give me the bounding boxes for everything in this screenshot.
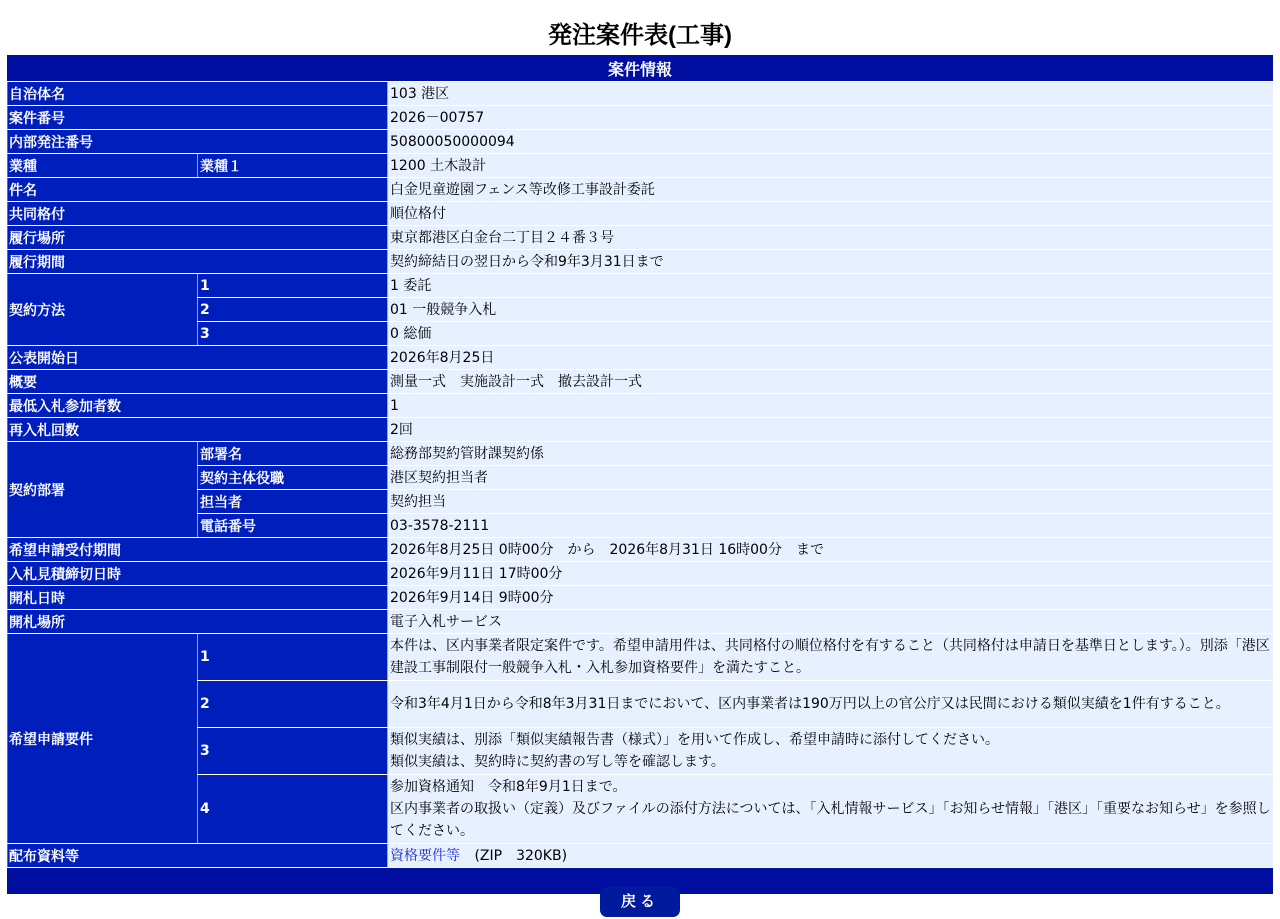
row-dept-2	[7, 466, 1273, 489]
label-dept: 契約部署	[7, 442, 197, 537]
row-publish-date	[7, 346, 1273, 369]
value-requirement-1: 本件は、区内事業者限定案件です。希望申請用件は、共同格付の順位格付を有すること（共同格付は申請日を基準日とします。）。別添「港区建設工事制限付一般競争入札・入札参加資格要件」を満たすこと。	[387, 634, 1273, 680]
row-application-period	[7, 538, 1273, 561]
label-rebid: 再入札回数	[7, 418, 387, 441]
row-contract-method-3	[7, 322, 1273, 345]
value-contract-method-3: 0 総価	[387, 322, 1273, 345]
back-button-container	[0, 887, 1280, 917]
sublabel-industry: 業種１	[197, 154, 387, 177]
value-requirement-2: 令和3年4月1日から令和8年3月31日までにおいて、区内事業者は190万円以上の官公庁又は民間における類似実績を1件有すること。	[387, 681, 1273, 727]
sublabel-dept-phone: 電話番号	[197, 514, 387, 537]
page-title: 発注案件表(工事)	[548, 22, 732, 49]
row-municipality	[7, 82, 1273, 105]
row-requirement-2	[7, 681, 1273, 727]
value-location: 東京都港区白金台二丁目２４番３号	[387, 226, 1273, 249]
row-documents	[7, 844, 1273, 867]
case-info-table	[7, 54, 1273, 895]
row-requirement-4	[7, 775, 1273, 843]
value-publish-date: 2026年8月25日	[387, 346, 1273, 369]
back-button[interactable]: 戻る	[600, 887, 680, 917]
sublabel-dept-person: 担当者	[197, 490, 387, 513]
label-opening-datetime: 開札日時	[7, 586, 387, 609]
documents-download-link[interactable]: 資格要件等	[390, 847, 460, 864]
sublabel-dept-name: 部署名	[197, 442, 387, 465]
row-period	[7, 250, 1273, 273]
value-contract-method-2: 01 一般競争入札	[387, 298, 1273, 321]
row-bid-deadline	[7, 562, 1273, 585]
row-summary	[7, 370, 1273, 393]
value-joint-rank: 順位格付	[387, 202, 1273, 225]
row-internal-no	[7, 130, 1273, 153]
row-dept-1	[7, 442, 1273, 465]
sublabel-contract-method-1: 1	[197, 274, 387, 297]
row-joint-rank	[7, 202, 1273, 225]
row-requirement-1	[7, 634, 1273, 680]
value-application-period: 2026年8月25日 0時00分 から 2026年8月31日 16時00分 まで	[387, 538, 1273, 561]
sublabel-contract-method-2: 2	[197, 298, 387, 321]
label-contract-method: 契約方法	[7, 274, 197, 345]
value-industry: 1200 土木設計	[387, 154, 1273, 177]
label-period: 履行期間	[7, 250, 387, 273]
label-documents: 配布資料等	[7, 844, 387, 867]
row-min-bidders	[7, 394, 1273, 417]
sublabel-requirement-2: 2	[197, 681, 387, 727]
row-dept-4	[7, 514, 1273, 537]
value-min-bidders: 1	[387, 394, 1273, 417]
label-bid-deadline: 入札見積締切日時	[7, 562, 387, 585]
label-application-period: 希望申請受付期間	[7, 538, 387, 561]
label-industry: 業種	[7, 154, 197, 177]
documents-file-info: (ZIP 320KB)	[474, 847, 568, 864]
row-rebid	[7, 418, 1273, 441]
value-opening-place: 電子入札サービス	[387, 610, 1273, 633]
row-dept-3	[7, 490, 1273, 513]
value-rebid: 2回	[387, 418, 1273, 441]
label-municipality: 自治体名	[7, 82, 387, 105]
sublabel-dept-role: 契約主体役職	[197, 466, 387, 489]
value-requirement-3-line2: 類似実績は、契約時に契約書の写し等を確認します。	[390, 754, 725, 770]
row-name	[7, 178, 1273, 201]
value-documents	[387, 844, 1273, 867]
sublabel-contract-method-3: 3	[197, 322, 387, 345]
value-dept-person: 契約担当	[387, 490, 1273, 513]
value-municipality: 103 港区	[387, 82, 1273, 105]
value-dept-role: 港区契約担当者	[387, 466, 1273, 489]
sublabel-requirement-3: 3	[197, 728, 387, 774]
label-location: 履行場所	[7, 226, 387, 249]
value-requirement-4	[387, 775, 1273, 843]
label-name: 件名	[7, 178, 387, 201]
section-header: 案件情報	[7, 55, 1273, 81]
value-name: 白金児童遊園フェンス等改修工事設計委託	[387, 178, 1273, 201]
label-joint-rank: 共同格付	[7, 202, 387, 225]
label-requirements: 希望申請要件	[7, 634, 197, 843]
sublabel-requirement-1: 1	[197, 634, 387, 680]
value-requirement-4-line1: 参加資格通知 令和8年9月1日まで。	[390, 779, 627, 795]
label-publish-date: 公表開始日	[7, 346, 387, 369]
value-contract-method-1: 1 委託	[387, 274, 1273, 297]
value-requirement-4-line2: 区内事業者の取扱い（定義）及びファイルの添付方法については、「入札情報サービス」「お知らせ情報」「港区」「重要なお知らせ」を参照してください。	[390, 801, 1271, 839]
value-case-no: 2026－00757	[387, 106, 1273, 129]
value-dept-phone: 03-3578-2111	[387, 514, 1273, 537]
row-location	[7, 226, 1273, 249]
row-contract-method-1	[7, 274, 1273, 297]
row-contract-method-2	[7, 298, 1273, 321]
label-min-bidders: 最低入札参加者数	[7, 394, 387, 417]
value-period: 契約締結日の翌日から令和9年3月31日まで	[387, 250, 1273, 273]
label-summary: 概要	[7, 370, 387, 393]
row-requirement-3	[7, 728, 1273, 774]
value-opening-datetime: 2026年9月14日 9時00分	[387, 586, 1273, 609]
value-bid-deadline: 2026年9月11日 17時00分	[387, 562, 1273, 585]
label-internal-no: 内部発注番号	[7, 130, 387, 153]
value-requirement-3-line1: 類似実績は、別添「類似実績報告書（様式）」を用いて作成し、希望申請時に添付してください。	[390, 732, 999, 748]
row-opening-datetime	[7, 586, 1273, 609]
value-dept-name: 総務部契約管財課契約係	[387, 442, 1273, 465]
label-opening-place: 開札場所	[7, 610, 387, 633]
row-case-no	[7, 106, 1273, 129]
sublabel-requirement-4: 4	[197, 775, 387, 843]
value-internal-no: 50800050000094	[387, 130, 1273, 153]
row-opening-place	[7, 610, 1273, 633]
value-summary: 測量一式 実施設計一式 撤去設計一式	[387, 370, 1273, 393]
row-industry	[7, 154, 1273, 177]
label-case-no: 案件番号	[7, 106, 387, 129]
value-requirement-3	[387, 728, 1273, 774]
